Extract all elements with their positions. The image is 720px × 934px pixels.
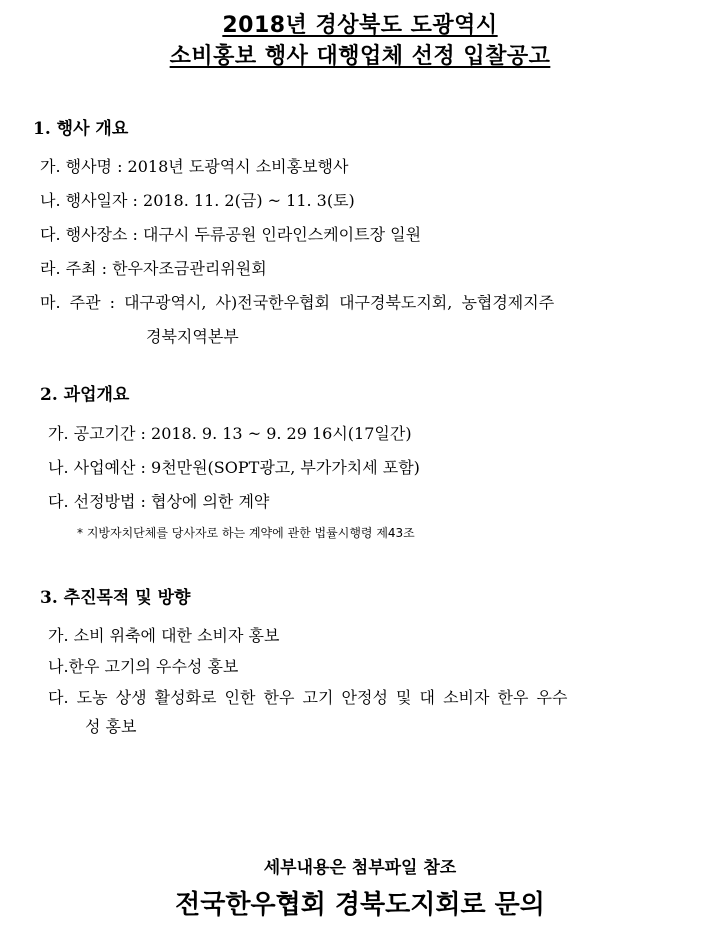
footer-attachment-note: 세부내용은 첨부파일 참조 [263, 858, 457, 878]
event-name-item: 가. 행사명 : 2018년 도광역시 소비홍보행사 [40, 157, 349, 176]
event-date-item: 나. 행사일자 : 2018. 11. 2(금) ~ 11. 3(토) [40, 191, 355, 210]
purpose-item-3-continued: 성 홍보 [85, 717, 137, 736]
event-organizer-continued: 경북지역본부 [146, 327, 239, 346]
selection-method-item: 다. 선정방법 : 협상에 의한 계약 [48, 492, 270, 511]
document-title-line-1: 2018년 경상북도 도광역시 [222, 13, 498, 38]
notice-period-item: 가. 공고기간 : 2018. 9. 13 ~ 9. 29 16시(17일간) [48, 424, 412, 443]
footer-contact: 전국한우협회 경북도지회로 문의 [175, 890, 545, 920]
purpose-item-2: 나.한우 고기의 우수성 홍보 [48, 657, 239, 676]
section-3-heading: 3. 추진목적 및 방향 [40, 588, 191, 608]
document-title-line-2: 소비홍보 행사 대행업체 선정 입찰공고 [169, 44, 551, 69]
section-2-heading: 2. 과업개요 [40, 385, 130, 405]
section-1-heading: 1. 행사 개요 [33, 119, 129, 139]
event-host-item: 라. 주최 : 한우자조금관리위원회 [40, 259, 267, 278]
legal-reference-note: * 지방자치단체를 당사자로 하는 계약에 관한 법률시행령 제43조 [77, 526, 415, 540]
event-venue-item: 다. 행사장소 : 대구시 두류공원 인라인스케이트장 일원 [40, 225, 422, 244]
purpose-item-1: 가. 소비 위축에 대한 소비자 홍보 [48, 626, 280, 645]
purpose-item-3: 다. 도농 상생 활성화로 인한 한우 고기 안정성 및 대 소비자 한우 우수 [48, 688, 568, 707]
event-organizer-item: 마. 주관 : 대구광역시, 사)전국한우협회 대구경북도지회, 농협경제지주 [40, 293, 555, 312]
budget-item: 나. 사업예산 : 9천만원(SOPT광고, 부가가치세 포함) [48, 458, 420, 477]
